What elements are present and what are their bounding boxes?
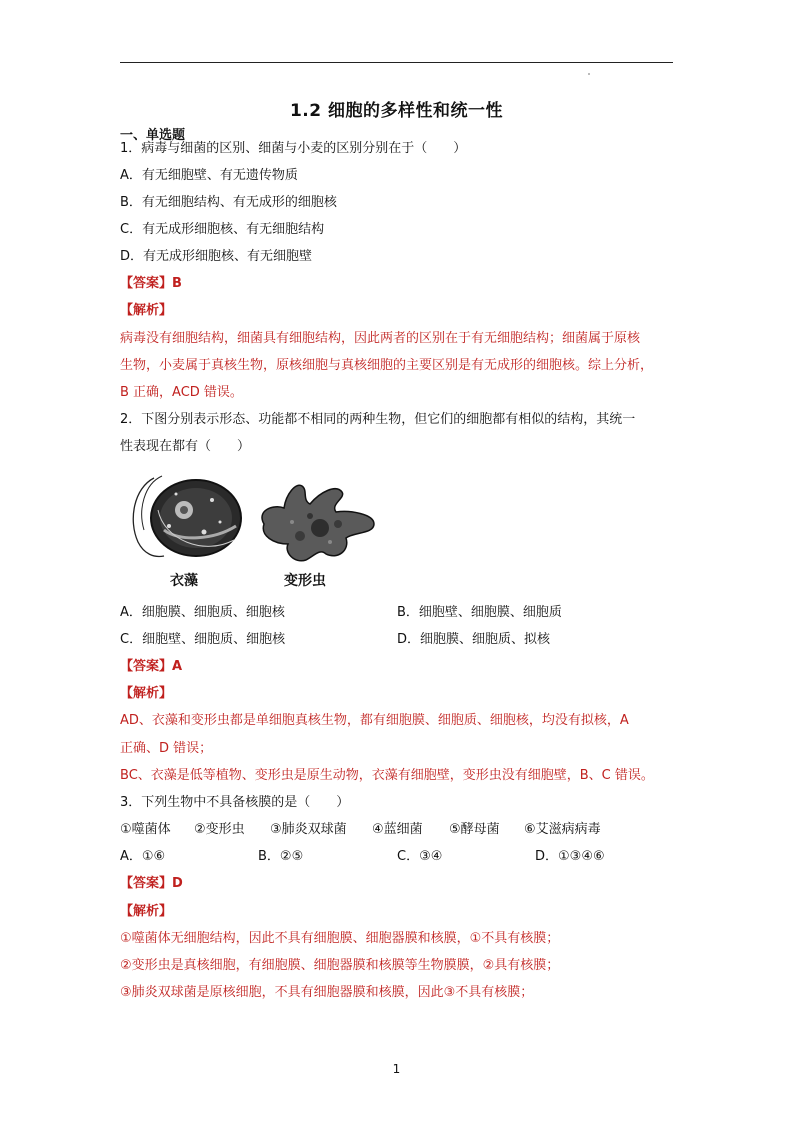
q3-item-4: ④蓝细菌 xyxy=(372,822,423,837)
q1-option-b: B．有无细胞结构、有无成形的细胞核 xyxy=(120,195,337,210)
q1-analysis-line-2: 生物，小麦属于真核生物，原核细胞与真核细胞的主要区别是有无成形的细胞核。综上分析， xyxy=(120,358,654,373)
q3-item-2: ②变形虫 xyxy=(194,822,245,837)
q1-analysis-label: 【解析】 xyxy=(120,303,173,318)
q3-stem: 3．下列生物中不具备核膜的是（ ） xyxy=(120,795,350,810)
q1-option-c: C．有无成形细胞核、有无细胞结构 xyxy=(120,222,325,237)
figure-label-chlamydomonas: 衣藻 xyxy=(170,573,198,589)
q3-analysis-line-1: ①噬菌体无细胞结构，因此不具有细胞膜、细胞器膜和核膜，①不具有核膜； xyxy=(120,931,560,946)
q2-analysis-line-2: 正确、D 错误； xyxy=(120,741,213,756)
q2-option-b: B．细胞壁、细胞膜、细胞质 xyxy=(397,605,562,620)
q3-option-c: C．③④ xyxy=(397,849,443,864)
q1-analysis-line-3: B 正确，ACD 错误。 xyxy=(120,385,243,400)
q2-analysis-line-3: BC、衣藻是低等植物、变形虫是原生动物，衣藻有细胞壁，变形虫没有细胞壁，B、C 错误。 xyxy=(120,768,654,783)
q3-option-d: D．①③④⑥ xyxy=(535,849,605,864)
q1-analysis-line-1: 病毒没有细胞结构，细菌具有细胞结构，因此两者的区别在于有无细胞结构；细菌属于原核 xyxy=(120,331,641,346)
organisms-figure xyxy=(124,470,386,590)
q3-item-6: ⑥艾滋病病毒 xyxy=(524,822,601,837)
q3-item-5: ⑤酵母菌 xyxy=(449,822,500,837)
q2-stem-line-2: 性表现在都有（ ） xyxy=(120,439,251,454)
q2-option-a: A．细胞膜、细胞质、细胞核 xyxy=(120,605,285,620)
q3-answer: 【答案】D xyxy=(120,876,183,891)
figure-label-amoeba: 变形虫 xyxy=(284,573,326,589)
q3-analysis-label: 【解析】 xyxy=(120,904,173,919)
q1-option-d: D．有无成形细胞核、有无细胞壁 xyxy=(120,249,313,264)
page-number: 1 xyxy=(392,1062,401,1076)
q2-answer: 【答案】A xyxy=(120,659,183,674)
q2-stem-line-1: 2．下图分别表示形态、功能都不相同的两种生物，但它们的细胞都有相似的结构，其统一 xyxy=(120,412,636,427)
q1-answer: 【答案】B xyxy=(120,276,182,291)
header-dot xyxy=(588,73,590,75)
header-rule xyxy=(120,62,673,63)
page-title: 1.2 细胞的多样性和统一性 xyxy=(289,101,504,121)
q1-option-a: A．有无细胞壁、有无遗传物质 xyxy=(120,168,298,183)
q3-option-b: B．②⑤ xyxy=(258,849,304,864)
q2-analysis-label: 【解析】 xyxy=(120,686,173,701)
chlamydomonas-amoeba-illustration xyxy=(124,470,386,570)
q1-stem: 1．病毒与细菌的区别、细菌与小麦的区别分别在于（ ） xyxy=(120,141,467,156)
q2-analysis-line-1: AD、衣藻和变形虫都是单细胞真核生物，都有细胞膜、细胞质、细胞核，均没有拟核，A xyxy=(120,713,629,728)
q3-item-1: ①噬菌体 xyxy=(120,822,171,837)
q3-item-3: ③肺炎双球菌 xyxy=(270,822,347,837)
chlamydomonas-drawing xyxy=(133,476,241,556)
q3-option-a: A．①⑥ xyxy=(120,849,166,864)
q2-option-c: C．细胞壁、细胞质、细胞核 xyxy=(120,632,286,647)
q3-analysis-line-3: ③肺炎双球菌是原核细胞，不具有细胞器膜和核膜，因此③不具有核膜； xyxy=(120,985,534,1000)
section-heading: 一、单选题 xyxy=(120,128,186,143)
q2-option-d: D．细胞膜、细胞质、拟核 xyxy=(397,632,551,647)
q3-analysis-line-2: ②变形虫是真核细胞，有细胞膜、细胞器膜和核膜等生物膜膜，②具有核膜； xyxy=(120,958,560,973)
amoeba-drawing xyxy=(262,485,374,561)
